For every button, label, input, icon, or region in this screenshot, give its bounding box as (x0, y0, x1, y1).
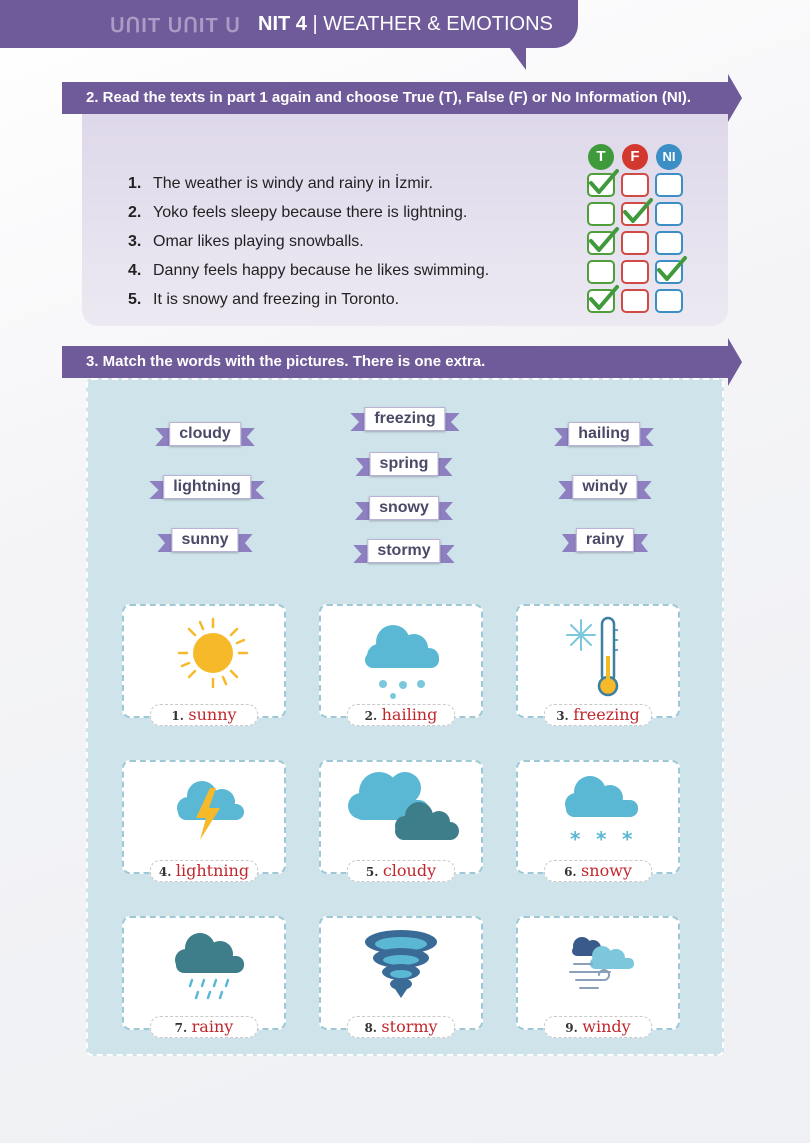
picture-card-4 (122, 760, 286, 880)
picture-card-6 (516, 760, 680, 880)
statement-number: 3. (128, 233, 142, 250)
check-mark-icon (653, 254, 689, 284)
card-answer: freezing (573, 705, 640, 724)
word-ribbon-stormy (367, 539, 440, 565)
unit-banner (0, 0, 578, 48)
card-answer: lightning (175, 861, 250, 880)
card-label (544, 1016, 652, 1038)
statement-number: 1. (128, 175, 142, 192)
unit-title (258, 13, 553, 36)
card-number: 6. (564, 865, 577, 879)
card-answer: windy (582, 1017, 631, 1036)
word-label: sunny (171, 528, 238, 552)
word-ribbon-cloudy (169, 422, 241, 448)
card-label (544, 704, 652, 726)
statement-1 (128, 175, 433, 193)
checkbox-5-ni[interactable] (655, 289, 683, 313)
card-answer: rainy (191, 1017, 234, 1036)
word-ribbon-hailing (568, 422, 640, 448)
card-answer: stormy (381, 1017, 438, 1036)
word-ribbon-sunny (171, 528, 238, 554)
svg-text:*: * (570, 827, 581, 851)
check-mark-icon (585, 167, 621, 197)
word-label: spring (370, 452, 439, 476)
checkbox-2-f[interactable] (621, 202, 649, 226)
card-number: 5. (365, 865, 379, 879)
picture-card-8 (319, 916, 483, 1036)
wind-cloud-icon (518, 918, 678, 1028)
checkbox-5-t[interactable] (587, 289, 615, 313)
card-label (544, 860, 652, 882)
card-label (150, 860, 258, 882)
checkbox-2-ni[interactable] (655, 202, 683, 226)
unit-separator: | (312, 13, 318, 35)
checkbox-4-f[interactable] (621, 260, 649, 284)
word-ribbon-spring (370, 452, 439, 478)
checkbox-4-t[interactable] (587, 260, 615, 284)
lightning-cloud-icon (124, 762, 284, 872)
statement-3 (128, 233, 364, 251)
card-label (150, 704, 258, 726)
statement-text: Danny feels happy because he likes swimming. (153, 262, 490, 279)
checkbox-3-t[interactable] (587, 231, 615, 255)
true-column-badge: T (588, 144, 614, 170)
statement-text: Yoko feels sleepy because there is lightning. (153, 204, 468, 221)
statement-number: 4. (128, 262, 142, 279)
checkbox-4-ni[interactable] (655, 260, 683, 284)
tornado-icon (321, 918, 481, 1028)
card-label (150, 1016, 258, 1038)
card-label (347, 860, 455, 882)
word-ribbon-snowy (369, 496, 439, 522)
exercise-2-instruction: 2. Read the texts in part 1 again and choose True (T), False (F) or No Information (NI). (62, 82, 730, 114)
svg-text:*: * (622, 827, 633, 851)
word-ribbon-lightning (163, 475, 251, 501)
statement-5 (128, 291, 399, 309)
statement-text: The weather is windy and rainy in İzmir. (153, 175, 434, 192)
hail-cloud-icon (321, 606, 481, 716)
statement-4 (128, 262, 489, 280)
check-mark-icon (585, 283, 621, 313)
card-number: 1. (171, 709, 184, 723)
card-answer: sunny (188, 705, 237, 724)
clouds-icon (321, 762, 481, 872)
picture-card-1 (122, 604, 286, 724)
picture-card-7 (122, 916, 286, 1036)
snow-cloud-icon (518, 762, 678, 872)
statement-number: 5. (128, 291, 142, 308)
card-answer: hailing (381, 705, 438, 724)
picture-card-2 (319, 604, 483, 724)
word-label: cloudy (169, 422, 241, 446)
word-ribbon-freezing (364, 407, 445, 433)
card-label (347, 704, 455, 726)
word-label: rainy (576, 528, 634, 552)
word-label: windy (572, 475, 637, 499)
word-ribbon-windy (572, 475, 637, 501)
statement-text: Omar likes playing snowballs. (153, 233, 364, 250)
sun-icon (124, 606, 284, 716)
card-number: 7. (174, 1021, 188, 1035)
unit-number: NIT 4 (258, 13, 307, 35)
checkbox-3-ni[interactable] (655, 231, 683, 255)
checkbox-1-f[interactable] (621, 173, 649, 197)
svg-text:*: * (596, 827, 607, 851)
statement-2 (128, 204, 467, 222)
statement-number: 2. (128, 204, 142, 221)
checkbox-3-f[interactable] (621, 231, 649, 255)
word-ribbon-rainy (576, 528, 634, 554)
unit-banner-faded-text: ᑌᑎIT ᑌᑎIT ᑌ (110, 15, 241, 37)
rain-cloud-icon (124, 918, 284, 1028)
word-label: snowy (369, 496, 439, 520)
card-number: 9. (565, 1021, 578, 1035)
false-column-badge: F (622, 144, 648, 170)
checkbox-1-ni[interactable] (655, 173, 683, 197)
exercise-3-instruction: 3. Match the words with the pictures. There is one extra. (62, 346, 730, 378)
picture-card-3 (516, 604, 680, 724)
word-label: lightning (163, 475, 251, 499)
card-number: 2. (364, 709, 378, 723)
word-label: hailing (568, 422, 640, 446)
checkbox-2-t[interactable] (587, 202, 615, 226)
card-number: 3. (556, 709, 569, 723)
unit-topic: WEATHER & EMOTIONS (323, 13, 553, 35)
word-label: freezing (364, 407, 445, 431)
card-answer: snowy (581, 861, 632, 880)
card-label (347, 1016, 455, 1038)
no-information-column-badge: NI (656, 144, 682, 170)
checkbox-1-t[interactable] (587, 173, 615, 197)
word-label: stormy (367, 539, 440, 563)
statement-text: It is snowy and freezing in Toronto. (153, 291, 400, 308)
picture-card-5 (319, 760, 483, 880)
card-number: 4. (158, 865, 172, 879)
check-mark-icon (619, 196, 655, 226)
picture-card-9 (516, 916, 680, 1036)
card-answer: cloudy (382, 861, 437, 880)
thermometer-snowflake-icon (518, 606, 678, 716)
card-number: 8. (364, 1021, 377, 1035)
check-mark-icon (585, 225, 621, 255)
checkbox-5-f[interactable] (621, 289, 649, 313)
